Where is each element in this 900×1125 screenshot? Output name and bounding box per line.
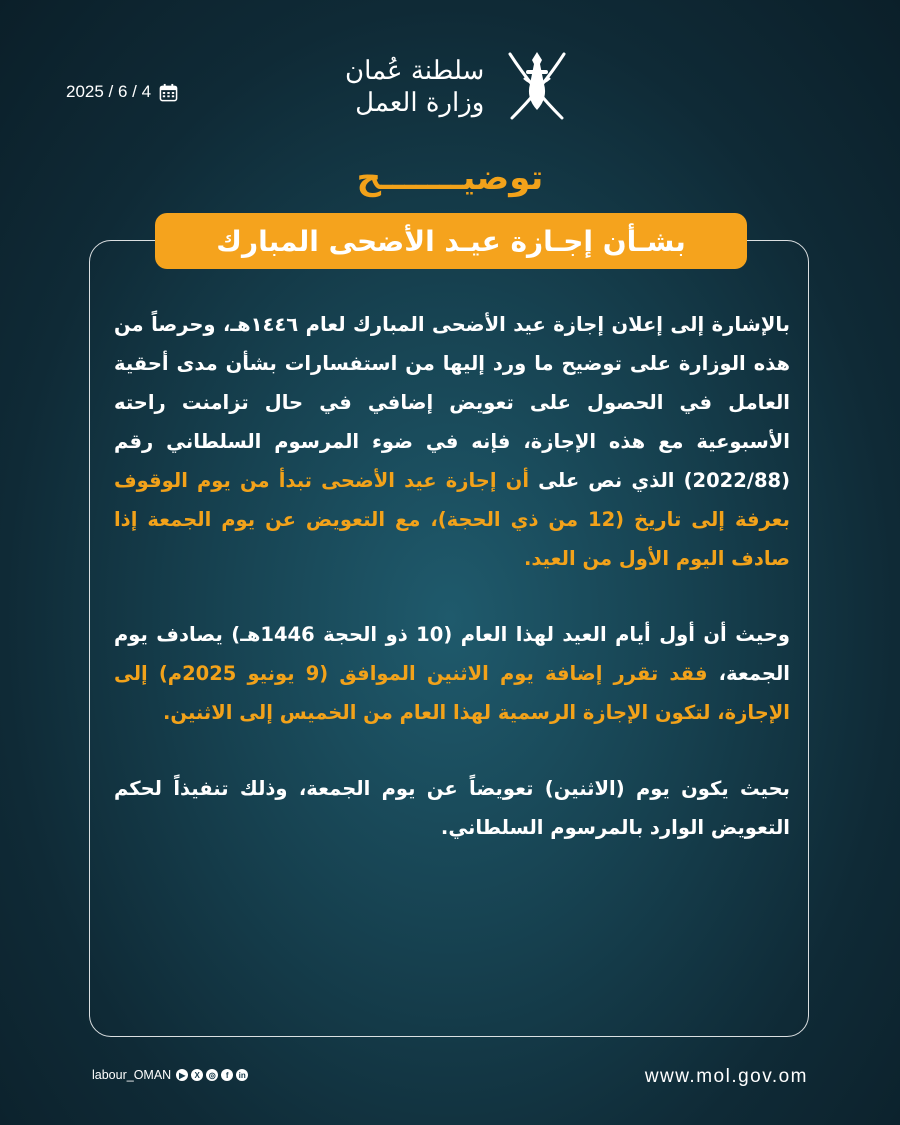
page-title: توضيـــــــح [356,158,544,198]
paragraph-1-text: بالإشارة إلى إعلان إجازة عيد الأضحى المبارك لعام ١٤٤٦هـ، وحرصاً من هذه الوزارة على توضيح ما ورد إليها من استفسارات بشأن مدى أحقية العامل في الحصول على تعويض إضافي في حال تزامنت راحته الأسبوعية مع هذه الإجازة، فإنه في ضوء المرسوم السلطاني رقم (2022/88) الذي نص على [114,313,790,492]
ministry-logo [345,48,572,126]
date-stamp [66,82,178,102]
paragraph-2 [114,615,790,732]
social-handle [92,1068,248,1082]
paragraph-3 [114,769,790,847]
ministry-logo-text [345,55,484,120]
oman-emblem-icon [502,48,572,126]
youtube-icon[interactable]: ▶ [176,1069,188,1081]
calendar-icon [159,83,178,102]
paragraph-1 [114,305,790,578]
x-icon[interactable]: X [191,1069,203,1081]
paragraph-2-highlight: فقد تقرر إضافة يوم الاثنين الموافق (9 يونيو 2025م) إلى الإجازة، لتكون الإجازة الرسمية لهذا العام من الخميس إلى الاثنين. [114,662,790,724]
facebook-icon[interactable]: f [221,1069,233,1081]
linkedin-icon[interactable]: in [236,1069,248,1081]
paragraph-2-text: وحيث أن أول أيام العيد لهذا العام (10 ذو الحجة 1446هـ) يصادف يوم الجمعة، [114,623,790,685]
subject-banner: بشـأن إجـازة عيـد الأضحى المبارك [155,213,747,269]
logo-line-sultanate: سلطنة عُمان [345,55,485,86]
date-text: 2025 / 6 / 4 [66,82,152,101]
paragraph-1-highlight: أن إجازة عيد الأضحى تبدأ من يوم الوقوف بعرفة إلى تاريخ (12 من ذي الحجة)، مع التعويض عن يوم الجمعة إذا صادف اليوم الأول من العيد. [114,469,790,570]
announcement-body [114,305,790,884]
logo-line-ministry: وزارة العمل [355,88,485,118]
paragraph-3-text: بحيث يكون يوم (الاثنين) تعويضاً عن يوم الجمعة، وذلك تنفيذاً لحكم التعويض الوارد بالمرسوم السلطاني. [114,777,790,839]
social-handle-text: labour_OMAN [92,1068,172,1082]
website-link[interactable]: www.mol.gov.om [644,1066,808,1087]
instagram-icon[interactable]: ◎ [206,1069,218,1081]
